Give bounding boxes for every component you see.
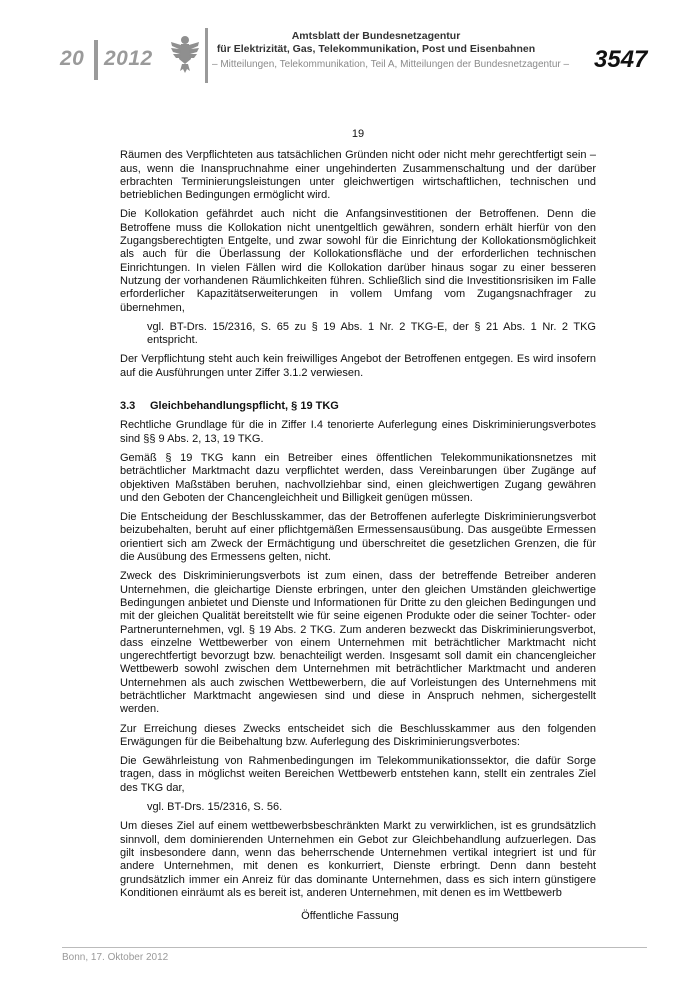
footer-date: Bonn, 17. Oktober 2012	[62, 952, 169, 963]
paragraph: Die Gewährleistung von Rahmenbedingungen im Telekommunikationssektor, die dafür Sorge tragen, dass in möglichst weiten Bereichen Wettbewerb entstehen kann, stellt ein zentrales Ziel des TKG dar,	[120, 755, 596, 794]
document-version: Öffentliche Fassung	[301, 910, 399, 922]
paragraph: Gemäß § 19 TKG kann ein Betreiber eines öffentlichen Telekommunikationsnetzes mit beträchtlicher Marktmacht dazu verpflichtet werden, dass Vereinbarungen über Zugänge auf objektiven Maßstäben beruhen, nachvollziehbar sind, einen gleichwertigen Zugang gewähren und den Geboten der Chancengleichheit und Billigkeit genügen müssen.	[120, 451, 596, 504]
page-number: 3547	[594, 46, 648, 73]
issue-number: 20	[60, 47, 85, 70]
paragraph: Der Verpflichtung steht auch kein freiwilliges Angebot der Betroffenen entgegen. Es wird insofern auf die Ausführungen unter Ziffer 3.1.2 verwiesen.	[120, 353, 596, 379]
header-title-line2: für Elektrizität, Gas, Telekommunikation, Post und Eisenbahnen	[216, 43, 536, 55]
issue-year: 2012	[104, 47, 153, 70]
header-divider	[205, 28, 208, 83]
paragraph: Räumen des Verpflichteten aus tatsächlichen Gründen nicht oder nicht mehr gerechtfertigt sein – aus, wenn die Inanspruchnahme einer ungehinderten Zusammenschaltung und der darüber erbrachten Terminierungsleistungen unter gleichwertigen wirtschaftlichen, technischen und betrieblichen Bedingungen ermöglicht wird.	[120, 149, 596, 202]
paragraph: Zur Erreichung dieses Zwecks entscheidet sich die Beschlusskammer aus den folgenden Erwägungen für die Beibehaltung bzw. Auferlegung des Diskriminierungsverbotes:	[120, 722, 596, 748]
header-subtitle: – Mitteilungen, Telekommunikation, Teil A, Mitteilungen der Bundesnetzagentur –	[212, 59, 570, 70]
inner-page-number: 19	[351, 128, 365, 140]
paragraph: Rechtliche Grundlage für die in Ziffer I.4 tenorierte Auferlegung eines Diskriminierungsverbotes sind §§ 9 Abs. 2, 13, 19 TKG.	[120, 419, 596, 445]
federal-eagle-icon	[170, 33, 200, 75]
citation: vgl. BT-Drs. 15/2316, S. 56.	[147, 801, 283, 814]
section-heading	[120, 400, 596, 413]
header-title-line1: Amtsblatt der Bundesnetzagentur	[291, 30, 461, 42]
issue-divider	[94, 40, 98, 80]
citation: vgl. BT-Drs. 15/2316, S. 65 zu § 19 Abs. 1 Nr. 2 TKG-E, der § 21 Abs. 1 Nr. 2 TKG entspricht.	[147, 320, 596, 347]
document-body	[120, 128, 596, 906]
header-title	[216, 30, 536, 56]
section-title: Gleichbehandlungspflicht, § 19 TKG	[150, 400, 339, 413]
section-number: 3.3	[120, 400, 136, 413]
paragraph: Die Entscheidung der Beschlusskammer, das der Betroffenen auferlegte Diskriminierungsverbot beizubehalten, beruht auf einer pflichtgemäßen Ermessensausübung. Das ausgeübte Ermessen orientiert sich am Zweck der Ermächtigung und überschreitet die gesetzlichen Grenzen, die für die Ausübung des Ermessens gelten, nicht.	[120, 511, 596, 564]
paragraph: Um dieses Ziel auf einem wettbewerbsbeschränkten Markt zu verwirklichen, ist es grundsätzlich sinnvoll, dem dominierenden Unternehmen ein Gebot zur Gleichbehandlung aufzuerlegen. Das gilt insbesondere dann, wenn das beherrschende Unternehmen vertikal integriert ist und für andere Unternehmen, mit denen es konkurriert, Dienste erbringt. Denn dann besteht grundsätzlich immer ein Anreiz für das dominante Unternehmen, dass es sich intern günstigere Konditionen einräumt als es bereit ist, anderen Unternehmen, mit denen es im Wettbewerb	[120, 820, 596, 899]
footer-divider	[62, 947, 647, 948]
paragraph: Zweck des Diskriminierungsverbots ist zum einen, dass der betreffende Betreiber anderen Unternehmen, die gleichartige Dienste erbringen, unter den gleichen Umständen gleichwertige Bedingungen anbietet und Dienste und Informationen für Dritte zu den gleichen Bedingungen und mit der gleichen Qualität bereitstellt wie für seine eigenen Produkte oder die seiner Tochter- oder Partnerunternehmen, vgl. § 19 Abs. 2 TKG. Zum anderen bezweckt das Diskriminierungsverbot, dass einzelne Wettbewerber von einem Unternehmen mit beträchtlicher Marktmacht nicht ungerechtfertigt bevorzugt bzw. benachteiligt werden. Insgesamt soll damit ein chancengleicher Wettbewerb sowohl zwischen dem Unternehmen mit beträchtlicher Marktmacht und anderen Unternehmen als auch zwischen Wettbewerbern, die auf Vorleistungen des Unternehmens mit beträchtlicher Marktmacht angewiesen sind und diese in Anspruch nehmen, sichergestellt werden.	[120, 570, 596, 716]
paragraph: Die Kollokation gefährdet auch nicht die Anfangsinvestitionen der Betroffenen. Denn die Betroffene muss die Kollokation nicht unentgeltlich gewähren, sondern erhält hierfür von den Zugangsberechtigten Entgelte, und zwar sowohl für die Einrichtung der Kollokationsmöglichkeit als auch für die Überlassung der Kollokationsfläche und der erforderlichen technischen Einrichtungen. In vielen Fällen wird die Kollokation darüber hinaus sogar zu einer besseren Nutzung der vorhandenen Räumlichkeiten führen. Schließlich sind die Investitionsrisiken im Falle erforderlicher Kapazitätserweiterungen in vollem Umfang vom Zugangsnachfrager zu übernehmen,	[120, 208, 596, 314]
